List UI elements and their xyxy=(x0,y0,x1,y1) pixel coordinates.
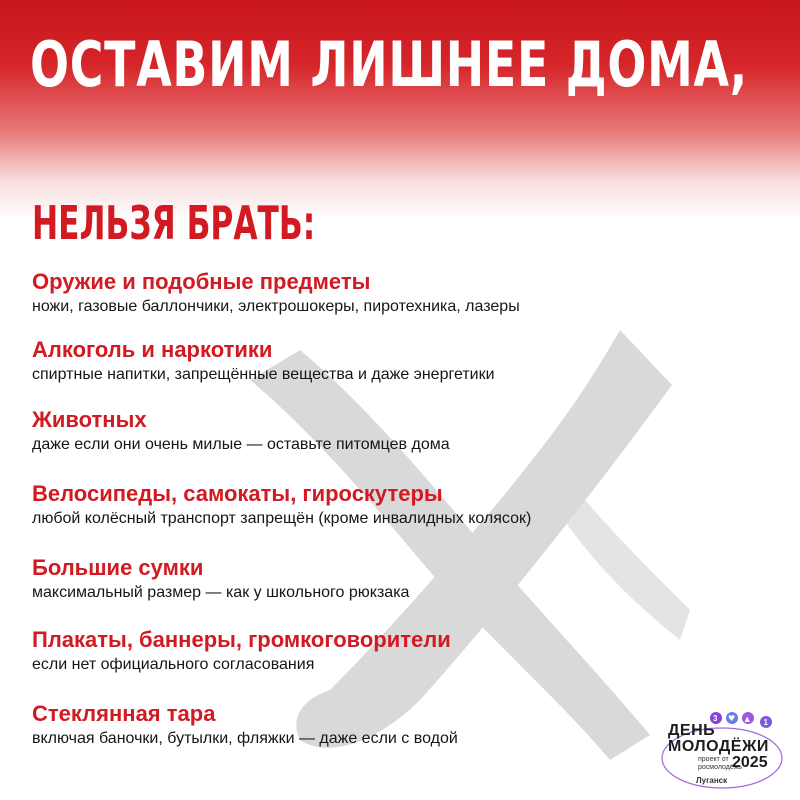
list-item xyxy=(32,406,772,456)
logo-subtitle: проект от росмолодёжь xyxy=(698,756,743,771)
item-title: Плакаты, баннеры, громкоговорители xyxy=(32,627,451,652)
list-item xyxy=(32,554,772,604)
item-description: любой колёсный транспорт запрещён (кроме инвалидных колясок) xyxy=(32,510,532,527)
list-item xyxy=(32,480,772,530)
item-title: Стеклянная тара xyxy=(32,701,216,726)
item-title: Оружие и подобные предметы xyxy=(32,269,371,294)
logo-line1: ДЕНЬ xyxy=(668,722,716,739)
svg-text:♥: ♥ xyxy=(728,714,736,723)
item-title: Большие сумки xyxy=(32,555,204,580)
page-headline: ОСТАВИМ ЛИШНЕЕ ДОМА, xyxy=(30,28,748,101)
item-description: если нет официального согласования xyxy=(32,656,315,673)
item-description: максимальный размер — как у школьного рюкзака xyxy=(32,584,410,601)
event-logo xyxy=(660,712,790,794)
svg-text:1: 1 xyxy=(763,718,768,727)
item-description: спиртные напитки, запрещённые вещества и даже энергетики xyxy=(32,366,495,383)
logo-city: Луганск xyxy=(696,776,728,785)
item-description: даже если они очень милые — оставьте питомцев дома xyxy=(32,436,450,453)
prohibited-items-list xyxy=(32,268,772,750)
list-item xyxy=(32,336,772,386)
item-title: Велосипеды, самокаты, гироскутеры xyxy=(32,481,443,506)
svg-text:▲: ▲ xyxy=(744,715,750,723)
logo-year: 2025 xyxy=(732,754,768,771)
section-heading: НЕЛЬЗЯ БРАТЬ: xyxy=(32,196,316,250)
item-title: Животных xyxy=(32,407,147,432)
item-description: включая баночки, бутылки, фляжки — даже если с водой xyxy=(32,730,458,747)
list-item xyxy=(32,626,772,676)
logo-line2: МОЛОДЁЖИ xyxy=(668,738,769,755)
svg-text:3: 3 xyxy=(713,714,718,723)
item-description: ножи, газовые баллончики, электрошокеры, пиротехника, лазеры xyxy=(32,298,520,315)
list-item xyxy=(32,268,772,318)
item-title: Алкоголь и наркотики xyxy=(32,337,273,362)
